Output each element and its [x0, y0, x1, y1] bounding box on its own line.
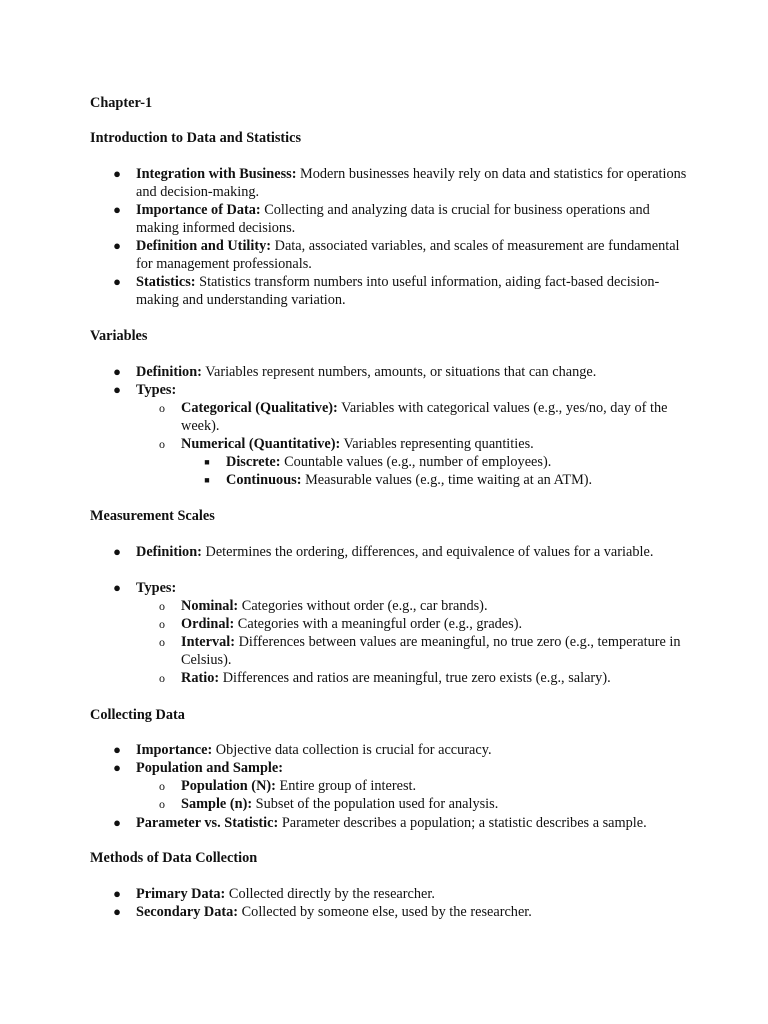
bullet-square-icon: ■ [204, 475, 210, 485]
item-text: Determines the ordering, differences, and equivalence of values for a variable. [201, 544, 654, 560]
item-text: Collected by someone else, used by the researcher. [238, 904, 532, 920]
list-item [136, 201, 696, 237]
list-item [226, 453, 686, 471]
bullet-circle-icon: o [159, 599, 165, 613]
item-text: Variables with categorical values (e.g., yes/no, day of the week). [181, 400, 668, 434]
list-item [181, 777, 681, 795]
item-term: Sample (n): [181, 796, 253, 812]
item-term: Population (N): [181, 778, 276, 794]
item-text: Measurable values (e.g., time waiting at an ATM). [301, 472, 593, 488]
bullet-circle-icon: o [159, 671, 165, 685]
bullet-disc-icon: ● [113, 580, 121, 595]
list-item [136, 543, 696, 561]
list-item [136, 237, 696, 273]
item-text: Data, associated variables, and scales of measurement are fundamental for management professionals. [136, 238, 680, 272]
item-text: Variables representing quantities. [340, 436, 534, 452]
list-item [136, 885, 696, 903]
bullet-disc-icon: ● [113, 274, 121, 289]
item-text: Objective data collection is crucial for accuracy. [212, 742, 492, 758]
list-item [136, 903, 696, 921]
item-term: Statistics: [136, 274, 196, 290]
bullet-disc-icon: ● [113, 760, 121, 775]
item-text: Countable values (e.g., number of employees). [280, 454, 552, 470]
list-item [181, 435, 681, 453]
list-item [181, 633, 681, 669]
list-item [136, 814, 696, 832]
bullet-disc-icon: ● [113, 742, 121, 757]
bullet-disc-icon: ● [113, 364, 121, 379]
item-term: Parameter vs. Statistic: [136, 815, 279, 831]
list-item [136, 273, 696, 309]
bullet-disc-icon: ● [113, 238, 121, 253]
section-title-introduction: Introduction to Data and Statistics [90, 130, 302, 146]
list-item [181, 669, 681, 687]
section-title-methods-of-data-collection: Methods of Data Collection [90, 850, 258, 866]
item-text: Entire group of interest. [275, 778, 417, 794]
item-term: Continuous: [226, 472, 302, 488]
bullet-disc-icon: ● [113, 202, 121, 217]
bullet-disc-icon: ● [113, 544, 121, 559]
bullet-circle-icon: o [159, 437, 165, 451]
bullet-circle-icon: o [159, 779, 165, 793]
list-item [136, 363, 696, 381]
item-text: Modern businesses heavily rely on data and statistics for operations and decision-making. [136, 166, 687, 200]
item-term: Secondary Data: [136, 904, 239, 920]
list-item [136, 759, 696, 777]
section-title-variables: Variables [90, 328, 148, 344]
item-term: Population and Sample: [136, 760, 283, 776]
item-text: Variables represent numbers, amounts, or situations that can change. [201, 364, 597, 380]
list-item [181, 399, 681, 435]
item-text: Categories without order (e.g., car brands). [238, 598, 488, 614]
item-text: Statistics transform numbers into useful information, aiding fact-based decision-making and understanding variation. [136, 274, 660, 308]
item-term: Categorical (Qualitative): [181, 400, 338, 416]
item-text: Parameter describes a population; a statistic describes a sample. [278, 815, 647, 831]
item-term: Definition and Utility: [136, 238, 272, 254]
item-term: Discrete: [226, 454, 281, 470]
item-term: Types: [136, 580, 177, 596]
item-text: Subset of the population used for analysis. [252, 796, 499, 812]
item-term: Numerical (Quantitative): [181, 436, 341, 452]
item-term: Definition: [136, 544, 202, 560]
bullet-disc-icon: ● [113, 904, 121, 919]
item-term: Interval: [181, 634, 235, 650]
bullet-circle-icon: o [159, 401, 165, 415]
item-term: Nominal: [181, 598, 239, 614]
item-term: Definition: [136, 364, 202, 380]
item-term: Importance: [136, 742, 213, 758]
list-item [226, 471, 686, 489]
list-item [136, 579, 696, 597]
bullet-circle-icon: o [159, 797, 165, 811]
item-term: Primary Data: [136, 886, 226, 902]
item-text: Collected directly by the researcher. [225, 886, 435, 902]
bullet-disc-icon: ● [113, 166, 121, 181]
list-item [181, 597, 681, 615]
item-term: Integration with Business: [136, 166, 297, 182]
item-term: Ratio: [181, 670, 220, 686]
item-text: Collecting and analyzing data is crucial for business operations and making informed decisions. [136, 202, 650, 236]
item-text: Differences and ratios are meaningful, true zero exists (e.g., salary). [219, 670, 611, 686]
list-item [136, 741, 696, 759]
bullet-square-icon: ■ [204, 457, 210, 467]
chapter-title: Chapter-1 [90, 95, 153, 111]
item-text: Categories with a meaningful order (e.g., grades). [234, 616, 523, 632]
item-term: Importance of Data: [136, 202, 261, 218]
bullet-disc-icon: ● [113, 886, 121, 901]
list-item [181, 795, 681, 813]
list-item [136, 381, 696, 399]
item-term: Ordinal: [181, 616, 235, 632]
list-item [136, 165, 696, 201]
item-text: Differences between values are meaningful, no true zero (e.g., temperature in Celsius). [181, 634, 681, 668]
section-title-collecting-data: Collecting Data [90, 707, 185, 723]
bullet-circle-icon: o [159, 635, 165, 649]
section-title-measurement-scales: Measurement Scales [90, 508, 215, 524]
bullet-circle-icon: o [159, 617, 165, 631]
item-term: Types: [136, 382, 177, 398]
bullet-disc-icon: ● [113, 815, 121, 830]
list-item [181, 615, 681, 633]
bullet-disc-icon: ● [113, 382, 121, 397]
